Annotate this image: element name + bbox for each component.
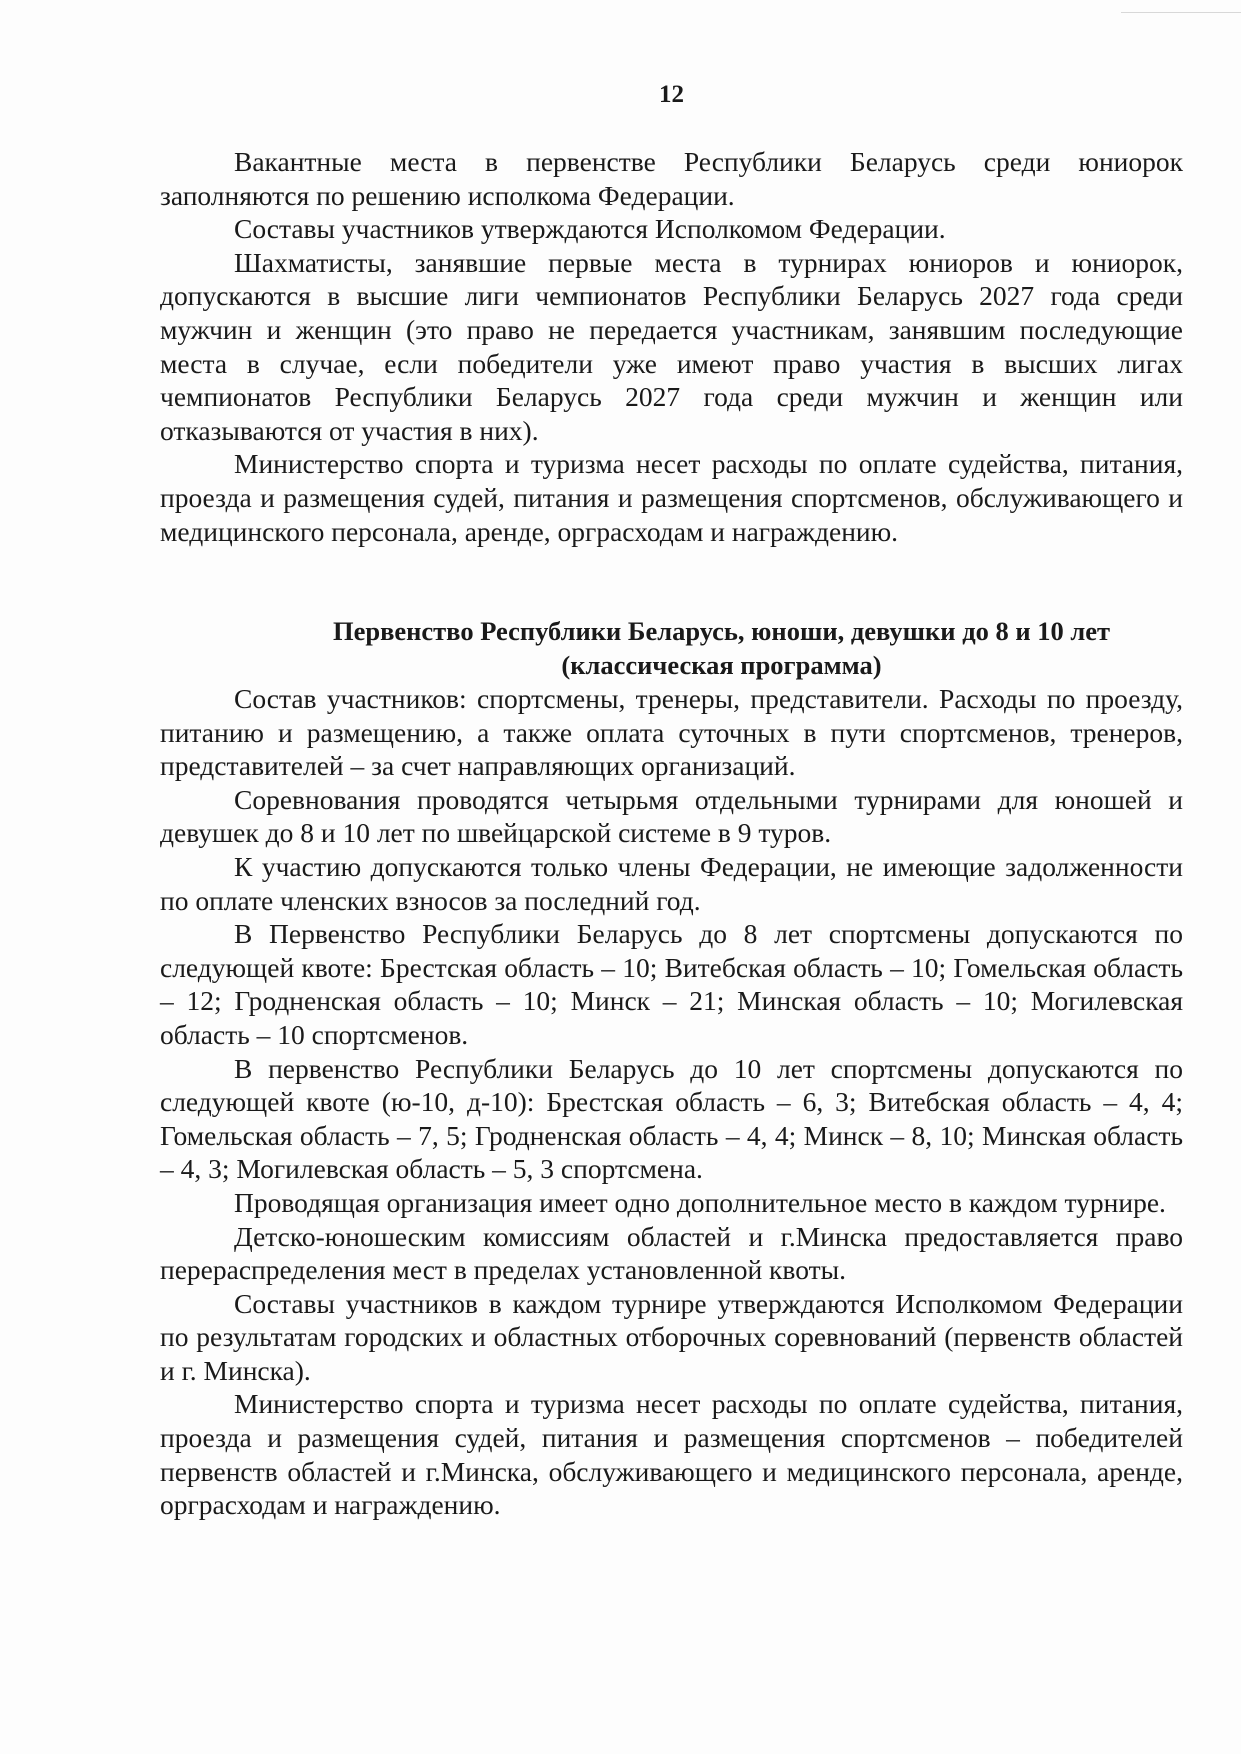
paragraph-host-extra-place: Проводящая организация имеет одно дополнительное место в каждом турнире. xyxy=(234,1186,1166,1218)
paragraph-tournament-format: Соревнования проводятся четырьмя отдельными турнирами для юношей и девушек до 8 и 10 лет по швейцарской системе в 9 туров. xyxy=(160,783,1183,849)
section-2-heading-line-2: (классическая программа) xyxy=(561,650,882,680)
paragraph-winners-admission: Шахматисты, занявшие первые места в турнирах юниоров и юниорок, допускаются в высшие лиги чемпионатов Республики Беларусь 2027 года среди мужчин и женщин (это право не передается участникам, занявшим последующие места в случае, если победители уже имеют право участия в высших лигах чемпионатов Республики Беларусь 2027 года среди мужчин и женщин или отказываются от участия в них). xyxy=(160,246,1183,446)
page-number: 12 xyxy=(659,81,684,108)
paragraph-selection-approval: Составы участников в каждом турнире утверждаются Исполкомом Федерации по результатам городских и областных отборочных соревнований (первенств областей и г. Минска). xyxy=(160,1287,1183,1386)
paragraph-eligibility: К участию допускаются только члены Федерации, не имеющие задолженности по оплате членских взносов за последний год. xyxy=(160,850,1183,916)
paragraph-ministry-expenses: Министерство спорта и туризма несет расходы по оплате судейства, питания, проезда и размещения судей, питания и размещения спортсменов, обслуживающего и медицинского персонала, аренде, орграсходам и награждению. xyxy=(160,448,1183,547)
scan-edge-mark xyxy=(1121,12,1241,13)
section-2-heading-line-1: Первенство Республики Беларусь, юноши, девушки до 8 и 10 лет xyxy=(332,616,1111,646)
paragraph-ministry-expenses-youth: Министерство спорта и туризма несет расходы по оплате судейства, питания, проезда и размещения судей, питания и размещения спортсменов – победителей первенств областей и г.Минска, обслуживающего и медицинского персонала, аренде, орграсходам и награждению. xyxy=(160,1388,1183,1521)
paragraph-participants-composition: Состав участников: спортсмены, тренеры, представители. Расходы по проезду, питанию и размещению, а также оплата суточных в пути спортсменов, тренеров, представителей – за счет направляющих организаций. xyxy=(160,683,1183,782)
section-1-body xyxy=(160,145,1183,548)
paragraph-redistribution: Детско-юношеским комиссиям областей и г.Минска предоставляется право перераспределения мест в пределах установленной квоты. xyxy=(160,1220,1183,1286)
paragraph-quota-under-8: В Первенство Республики Беларусь до 8 лет спортсмены допускаются по следующей квоте: Брестская область – 10; Витебская область – 10; Гомельская область – 12; Гродненская область – 10; Минск – 21; Минская область – 10; Могилевская область – 10 спортсменов. xyxy=(160,918,1183,1050)
section-2-body xyxy=(160,682,1183,1522)
section-2-heading xyxy=(250,614,1193,682)
paragraph-vacant-places: Вакантные места в первенстве Республики Беларусь среди юниорок заполняются по решению исполкома Федерации. xyxy=(160,146,1183,211)
paragraph-quota-under-10: В первенство Республики Беларусь до 10 лет спортсмены допускаются по следующей квоте (ю-10, д-10): Брестская область – 6, 3; Витебская область – 4, 4; Гомельская область – 7, 5; Гродненская область – 4, 4; Минск – 8, 10; Минская область – 4, 3; Могилевская область – 5, 3 спортсмена. xyxy=(160,1052,1183,1185)
paragraph-participant-approval: Составы участников утверждаются Исполкомом Федерации. xyxy=(234,213,946,245)
